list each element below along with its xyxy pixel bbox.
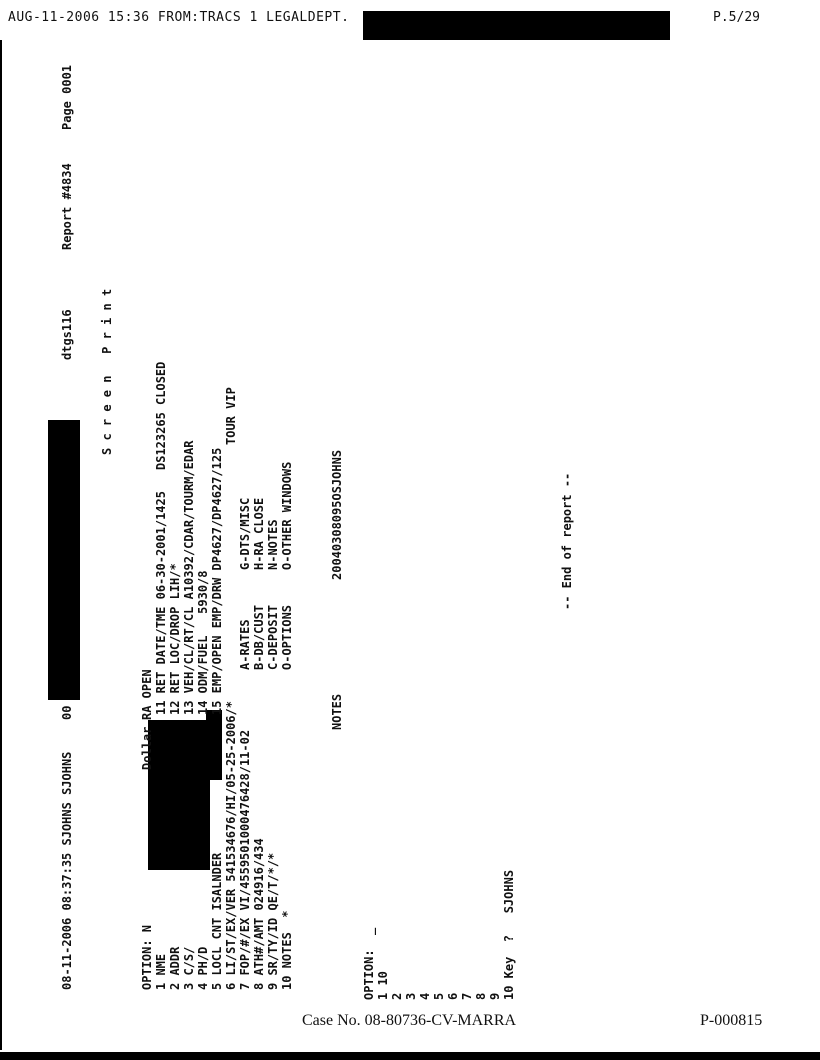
case-number: Case No. 08-80736-CV-MARRA <box>302 1012 517 1029</box>
field-line: 7 FOP/#/EX VI/4559501000476428/11-02 <box>238 729 252 990</box>
ra-number: DS123265 CLOSED <box>154 361 168 470</box>
option-item: H-RA CLOSE <box>252 497 266 570</box>
redaction-bar <box>148 720 210 870</box>
page-number: Page 0001 <box>60 64 74 130</box>
screen-print-report <box>40 64 760 1010</box>
note-stamp: 20040308095OSJOHNS <box>330 449 344 580</box>
notes-line: 6 <box>446 992 460 1000</box>
redaction-bar <box>48 420 80 700</box>
report-number: Report #4834 <box>60 163 74 250</box>
scan-bottom-edge <box>0 1052 820 1060</box>
ra-line: 11 RET DATE/TME 06-30-2001/1425 <box>154 491 168 715</box>
fax-header <box>0 6 820 36</box>
redaction-bar <box>363 11 670 40</box>
option-item: C-DEPOSIT <box>266 604 280 670</box>
redaction-bar <box>206 710 222 780</box>
option-item: B-DB/CUST <box>252 604 266 670</box>
notes-line: 8 <box>474 992 488 1000</box>
option-item: G-DTS/MISC <box>238 497 252 570</box>
notes-line: 4 <box>418 992 432 1000</box>
ra-line: 13 VEH/CL/RT/CL A10392/CDAR/TOURM/EDAR <box>182 440 196 715</box>
field-line: 2 ADDR <box>168 946 182 990</box>
ra-line: 14 ODM/FUEL 5930/8 <box>196 570 210 715</box>
fax-page-number: P.5/29 <box>713 10 760 25</box>
screen-print-title: S c r e e n P r i n t <box>100 288 114 455</box>
option-item: O-OTHER WINDOWS <box>280 461 294 570</box>
scan-edge <box>0 40 2 1050</box>
notes-line: 2 <box>390 992 404 1000</box>
notes-header: NOTES <box>330 693 344 730</box>
ra-line: 15 EMP/OPEN EMP/DRW DP4627/DP4627/125 <box>210 447 224 715</box>
tour-code: TOUR VIP <box>224 387 238 445</box>
field-line: 6 LI/ST/EX/VER 541534676/HI/05-25-2006/* <box>224 701 238 990</box>
ra-line: 12 RET LOC/DROP LIH/* <box>168 563 182 715</box>
ra-status: RA OPEN <box>140 669 154 720</box>
field-line: 9 SR/TY/ID QE/T/*/* <box>266 852 280 990</box>
field-line: 3 C/S/ <box>182 946 196 990</box>
end-of-report: -- End of report -- <box>560 472 574 610</box>
key-line: 10 Key ? SJOHNS <box>502 869 516 1000</box>
report-datetime-user: 08-11-2006 08:37:35 SJOHNS SJOHNS <box>60 751 74 990</box>
option-item: A-RATES <box>238 619 252 670</box>
notes-line: 7 <box>460 992 474 1000</box>
option-item: N-NOTES <box>266 519 280 570</box>
notes-line: 1 10 <box>376 971 390 1000</box>
option-item: O-OPTIONS <box>280 604 294 670</box>
report-code: 00 <box>60 705 74 720</box>
bates-number: P-000815 <box>700 1012 763 1029</box>
field-line: 10 NOTES * <box>280 910 294 990</box>
field-line: 5 LOCL CNT ISALNDER <box>210 852 224 990</box>
program-id: dtgs116 <box>60 309 74 360</box>
fax-transmission-line: AUG-11-2006 15:36 FROM:TRACS 1 LEGALDEPT. <box>8 10 350 25</box>
option2-label: OPTION: _ <box>362 927 376 1000</box>
brand-label: Dollar <box>140 726 154 770</box>
field-line: 1 NME <box>154 953 168 990</box>
field-line: 4 PH/D <box>196 946 210 990</box>
field-line: 8 ATH#/AMT 024916/434 <box>252 838 266 990</box>
notes-line: 5 <box>432 992 446 1000</box>
notes-line: 9 <box>488 992 502 1000</box>
option-label: OPTION: N <box>140 924 154 990</box>
notes-line: 3 <box>404 992 418 1000</box>
